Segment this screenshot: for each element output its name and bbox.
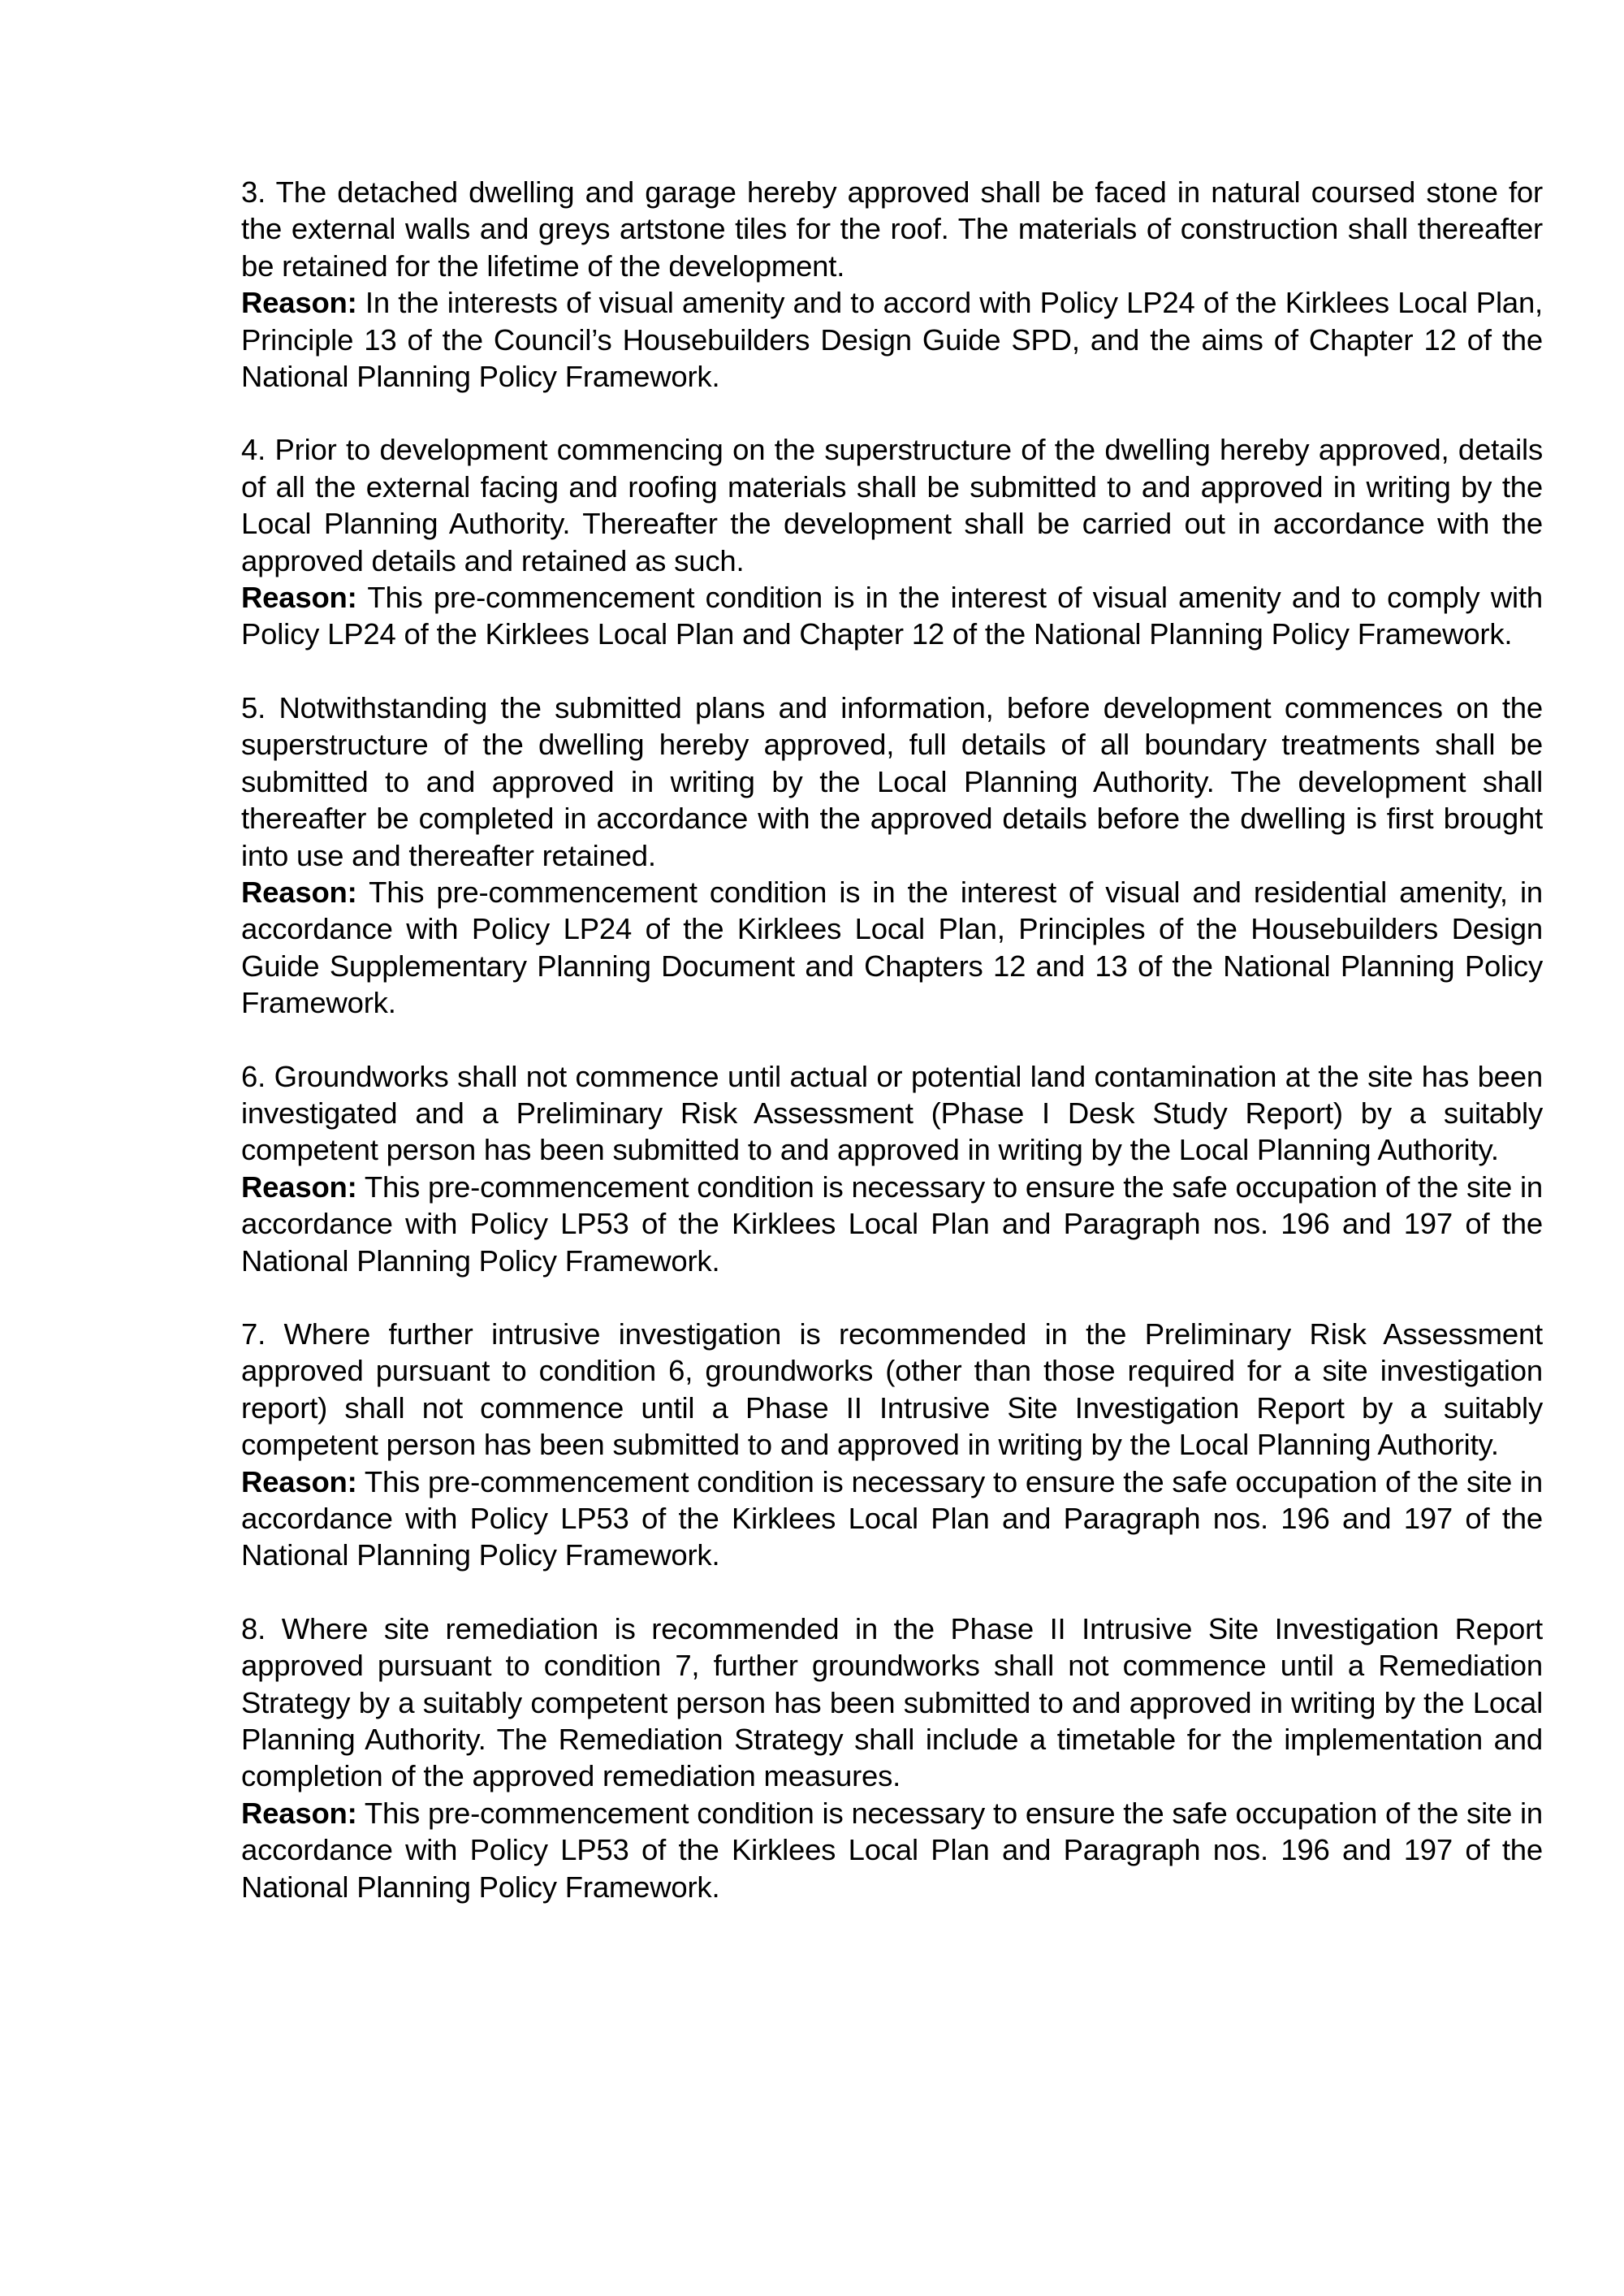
condition-text (241, 1611, 1543, 1795)
condition-number: 4. (241, 433, 266, 467)
condition-reason (241, 1169, 1543, 1279)
condition-8 (241, 1611, 1543, 1905)
condition-number: 8. (241, 1611, 266, 1645)
condition-7 (241, 1316, 1543, 1574)
reason-label: Reason: (241, 581, 357, 615)
reason-label: Reason: (241, 1170, 357, 1204)
condition-reason (241, 284, 1543, 395)
reason-label: Reason: (241, 1796, 357, 1830)
condition-text (241, 1316, 1543, 1464)
condition-reason (241, 874, 1543, 1022)
condition-body: The detached dwelling and garage hereby approved shall be faced in natural coursed stone for the external walls and greys artstone tiles for the roof. The materials of construction shall thereafter be retained for the lifetime of the development. (241, 175, 1543, 283)
document-page (241, 174, 1543, 1942)
condition-4 (241, 431, 1543, 652)
reason-label: Reason: (241, 286, 357, 320)
reason-label: Reason: (241, 875, 357, 909)
condition-body: Groundworks shall not commence until actual or potential land contamination at the site has been investigated and a Preliminary Risk Assessment (Phase I Desk Study Report) by a suitably competent person has been submitted to and approved in writing by the Local Planning Authority. (241, 1059, 1543, 1167)
condition-text (241, 431, 1543, 579)
reason-body: This pre-commencement condition is in the interest of visual and residential amenity, in accordance with Policy LP24 of the Kirklees Local Plan, Principles of the Housebuilders Design Guide Supplementary Planning Document and Chapters 12 and 13 of the National Planning Policy Framework. (241, 875, 1543, 1020)
condition-reason (241, 579, 1543, 653)
condition-6 (241, 1058, 1543, 1279)
condition-reason (241, 1464, 1543, 1574)
condition-text (241, 1058, 1543, 1169)
condition-body: Prior to development commencing on the superstructure of the dwelling hereby approved, details of all the external facing and roofing materials shall be submitted to and approved in writing by the Local Planning Authority. Thereafter the development shall be carried out in accordance with the approved details and retained as such. (241, 433, 1543, 577)
condition-body: Where further intrusive investigation is recommended in the Preliminary Risk Assessment approved pursuant to condition 6, groundworks (other than those required for a site investigation report) shall not commence until a Phase II Intrusive Site Investigation Report by a suitably competent person has been submitted to and approved in writing by the Local Planning Authority. (241, 1317, 1543, 1462)
condition-body: Notwithstanding the submitted plans and information, before development commences on the superstructure of the dwelling hereby approved, full details of all boundary treatments shall be submitted to and approved in writing by the Local Planning Authority. The development shall thereafter be completed in accordance with the approved details before the dwelling is first brought into use and thereafter retained. (241, 690, 1543, 872)
condition-text (241, 690, 1543, 874)
condition-number: 6. (241, 1059, 266, 1093)
condition-5 (241, 690, 1543, 1022)
condition-number: 5. (241, 690, 266, 724)
condition-reason (241, 1795, 1543, 1905)
reason-body: This pre-commencement condition is necessary to ensure the safe occupation of the site in accordance with Policy LP53 of the Kirklees Local Plan and Paragraph nos. 196 and 197 of the National Planning Policy Framework. (241, 1170, 1543, 1278)
reason-label: Reason: (241, 1464, 357, 1498)
condition-3 (241, 174, 1543, 395)
reason-body: This pre-commencement condition is necessary to ensure the safe occupation of the site in accordance with Policy LP53 of the Kirklees Local Plan and Paragraph nos. 196 and 197 of the National Planning Policy Framework. (241, 1796, 1543, 1904)
condition-number: 3. (241, 175, 266, 209)
condition-number: 7. (241, 1317, 266, 1351)
condition-body: Where site remediation is recommended in the Phase II Intrusive Site Investigation Report approved pursuant to condition 7, further groundworks shall not commence until a Remediation Strategy by a suitably competent person has been submitted to and approved in writing by the Local Planning Authority. The Remediation Strategy shall include a timetable for the implementation and completion of the approved remediation measures. (241, 1611, 1543, 1793)
reason-body: This pre-commencement condition is in the interest of visual amenity and to comply with Policy LP24 of the Kirklees Local Plan and Chapter 12 of the National Planning Policy Framework. (241, 581, 1543, 651)
reason-body: This pre-commencement condition is necessary to ensure the safe occupation of the site in accordance with Policy LP53 of the Kirklees Local Plan and Paragraph nos. 196 and 197 of the National Planning Policy Framework. (241, 1464, 1543, 1572)
condition-text (241, 174, 1543, 284)
reason-body: In the interests of visual amenity and to accord with Policy LP24 of the Kirklees Local Plan, Principle 13 of the Council’s Housebuilders Design Guide SPD, and the aims of Chapter 12 of the National Planning Policy Framework. (241, 286, 1543, 394)
